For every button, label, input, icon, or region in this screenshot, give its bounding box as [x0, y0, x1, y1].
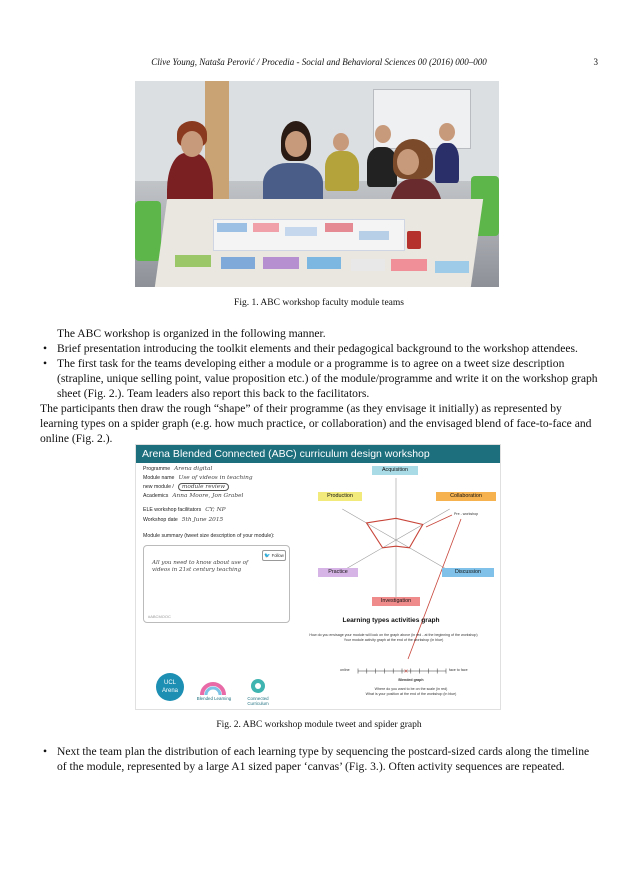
pre-workshop-label: Pre - workshop	[454, 512, 479, 516]
field-module-name: Module name Use of videos in teaching	[143, 475, 253, 481]
twitter-icon: 🐦	[264, 553, 271, 559]
photo-card	[175, 255, 211, 267]
blended-note: Where do you want to be on the scale (in red)	[374, 687, 448, 691]
bullet-dot: •	[43, 357, 48, 370]
label-acquisition: Acquisition	[372, 466, 418, 475]
scale-marker: ×	[403, 668, 409, 676]
connected-curriculum-logo	[248, 677, 268, 695]
label-practice: Practice	[318, 568, 358, 577]
bullet-dot: •	[43, 745, 48, 758]
photo-head	[181, 131, 203, 157]
body-paragraph: The participants then draw the rough “shape” of their programme (as they envisage it initially) as represented by learning types on a spider graph (e.g. how much practice, or collaboration) and the envisaged blend of face-to-face and online (Fig. 2.).	[40, 402, 592, 445]
field-workshop-date: Workshop date 5th June 2015	[143, 517, 224, 523]
abc-workshop-sheet	[135, 444, 501, 710]
spider-shape	[367, 518, 423, 548]
spider-graph	[136, 445, 500, 709]
photo-chair	[135, 201, 161, 261]
field-academics: Academics Anna Moore, Jon Grabel	[143, 493, 244, 499]
tweet-text: All you need to know about use of videos in 21st century teaching	[152, 560, 249, 573]
graph-note: How do you envisage your module will look on the graph above (in red - at the beginning of the workshop)	[309, 633, 478, 637]
photo-card	[359, 231, 389, 240]
sheet-banner: Arena Blended Connected (ABC) curriculum design workshop	[136, 445, 500, 463]
photo-card	[217, 223, 247, 232]
photo-card	[221, 257, 255, 269]
summary-label: Module summary (tweet size description of your module):	[143, 533, 275, 539]
label-discussion: Discussion	[442, 568, 494, 577]
figure2-caption: Fig. 2. ABC workshop module tweet and spider graph	[216, 720, 422, 730]
photo-person	[435, 143, 459, 183]
label-collaboration: Collaboration	[436, 492, 496, 501]
blended-note: What is your position at the end of the workshop (in blue)	[365, 692, 457, 696]
intro-text: The ABC workshop is organized in the following manner.	[57, 327, 326, 340]
page-number: 3	[593, 57, 598, 67]
follow-button: 🐦 Follow	[262, 550, 286, 561]
photo-person	[325, 151, 359, 191]
bullet-text: Next the team plan the distribution of each learning type by sequencing the postcard-sized cards along the timeline of the module, represented by a large A1 sized paper ‘canvas’ (Fig. 3.). Often activity sequences are repeated.	[57, 745, 590, 773]
bullet-dot: •	[43, 342, 48, 355]
photo-head	[397, 149, 419, 175]
hashtag: #ABCMOOC	[148, 614, 171, 619]
photo-card	[435, 261, 469, 273]
graph-title: Learning types activities graph	[342, 617, 440, 624]
photo-card	[253, 223, 279, 232]
photo-head	[333, 133, 349, 151]
figure1-caption: Fig. 1. ABC workshop faculty module teams	[234, 298, 404, 308]
photo-card	[391, 259, 427, 271]
photo-card	[351, 259, 385, 271]
photo-card	[307, 257, 341, 269]
spider-axis-discussion	[396, 540, 450, 571]
blended-learning-logo	[198, 677, 228, 697]
blended-learning-text: Blended Learning	[196, 696, 232, 701]
photo-head	[285, 131, 307, 157]
scale-right-label: face to face	[449, 668, 468, 672]
bullet-text: Brief presentation introducing the toolkit elements and their pedagogical background to the workshop attendees.	[57, 342, 578, 355]
workshop-photo	[135, 81, 499, 287]
field-module-type: new module / module review	[143, 484, 229, 490]
photo-card	[263, 257, 299, 269]
label-production: Production	[318, 492, 362, 501]
photo-cup	[407, 231, 421, 249]
running-head-text: Clive Young, Nataša Perović / Procedia - Social and Behavioral Sciences 00 (2016) 000–000	[151, 57, 487, 67]
blended-title: Blended graph	[398, 678, 424, 682]
pre-workshop-pointer	[426, 515, 452, 527]
blended-scale	[358, 669, 446, 676]
spider-axis-production	[342, 509, 396, 540]
photo-card	[325, 223, 353, 232]
field-programme: Programme Arena digital	[143, 466, 213, 472]
ucl-arena-logo: UCL Arena	[156, 673, 184, 701]
graph-note: Your module activity graph at the end of the workshop (in blue)	[343, 638, 444, 642]
photo-card	[285, 227, 317, 236]
field-facilitators: ELE workshop facilitators CY; NP	[143, 507, 226, 513]
spider-axis-practice	[342, 540, 396, 571]
connected-curriculum-text: Connected Curriculum	[247, 696, 269, 706]
bullet-text: The first task for the teams developing either a module or a programme is to agree on a tweet size description (strapline, unique selling point, value proposition etc.) of the module/programme and write it on the workshop graph sheet (Fig. 2.). Team leaders also report this back to the facilitators.	[57, 357, 598, 400]
running-header	[0, 57, 638, 71]
scale-left-label: online	[340, 668, 350, 672]
photo-head	[439, 123, 455, 141]
photo-head	[375, 125, 391, 143]
label-investigation: Investigation	[372, 597, 420, 606]
